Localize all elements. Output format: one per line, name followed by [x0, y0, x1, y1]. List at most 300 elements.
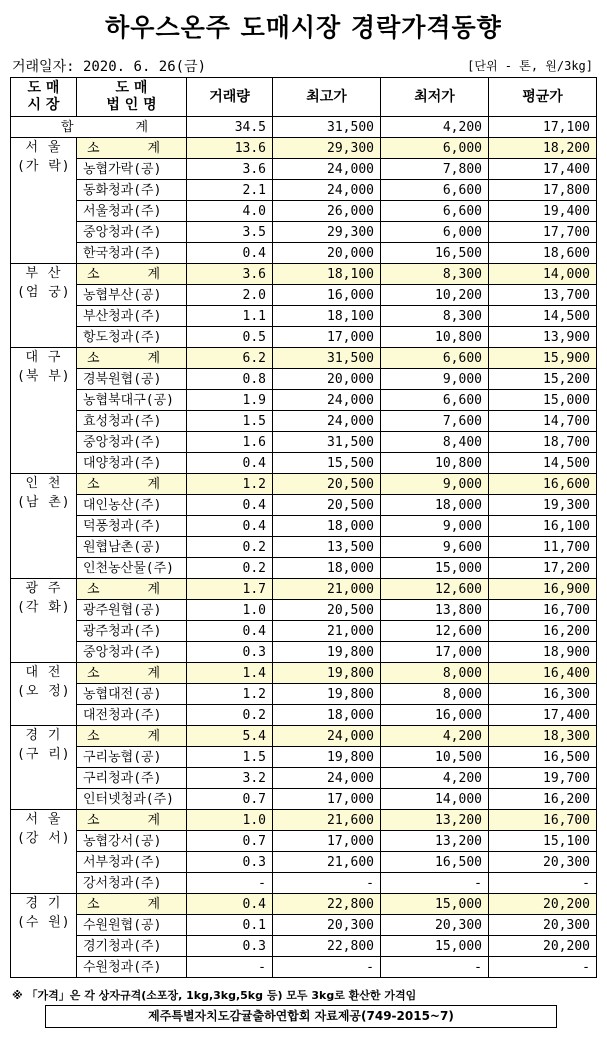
market-name — [11, 474, 77, 579]
corp-max: 19,800 — [273, 747, 381, 768]
table-row — [11, 453, 597, 474]
subtotal-volume: 6.2 — [187, 348, 273, 369]
subtotal-min: 8,000 — [381, 663, 489, 684]
corp-min: 9,600 — [381, 537, 489, 558]
corp-volume: 3.5 — [187, 222, 273, 243]
corp-max: 17,000 — [273, 327, 381, 348]
subtotal-label — [77, 474, 187, 495]
corp-max: 15,500 — [273, 453, 381, 474]
subtotal-label — [77, 138, 187, 159]
corp-avg: 14,500 — [489, 306, 597, 327]
corp-min: 6,000 — [381, 222, 489, 243]
corp-avg: 17,400 — [489, 159, 597, 180]
corp-avg: 17,700 — [489, 222, 597, 243]
corp-name: 부산청과(주) — [77, 306, 187, 327]
corp-max: 31,500 — [273, 432, 381, 453]
subtotal-label-b: 계 — [147, 728, 160, 744]
corp-min: 9,000 — [381, 516, 489, 537]
subtotal-min: 9,000 — [381, 474, 489, 495]
corp-max: 21,000 — [273, 621, 381, 642]
corp-avg: 13,700 — [489, 285, 597, 306]
table-row — [11, 222, 597, 243]
subtotal-label-b: 계 — [147, 476, 160, 492]
corp-min: 6,600 — [381, 390, 489, 411]
corp-avg: 19,300 — [489, 495, 597, 516]
corp-volume: 0.7 — [187, 831, 273, 852]
corp-avg: 18,700 — [489, 432, 597, 453]
subtotal-min: 13,200 — [381, 810, 489, 831]
subtotal-label-a: 소 — [87, 896, 100, 912]
header-market-bottom: 시 장 — [27, 97, 60, 113]
corp-volume: 0.4 — [187, 621, 273, 642]
corp-max: 18,000 — [273, 516, 381, 537]
corp-avg: 15,100 — [489, 831, 597, 852]
corp-volume: 1.5 — [187, 411, 273, 432]
subtotal-label-a: 소 — [87, 728, 100, 744]
table-row — [11, 180, 597, 201]
corp-volume: 0.4 — [187, 243, 273, 264]
corp-min: 10,500 — [381, 747, 489, 768]
corp-min: 4,200 — [381, 768, 489, 789]
subtotal-volume: 1.4 — [187, 663, 273, 684]
corp-avg: - — [489, 873, 597, 894]
table-row — [11, 201, 597, 222]
market-name-line1: 서 울 — [25, 140, 62, 155]
corp-volume: 0.4 — [187, 453, 273, 474]
corp-max: 21,600 — [273, 852, 381, 873]
market-name-line2: (수 원) — [17, 915, 71, 930]
market-name-line1: 경 기 — [25, 728, 62, 743]
table-row — [11, 495, 597, 516]
corp-name: 인천농산물(주) — [77, 558, 187, 579]
corp-max: 17,000 — [273, 789, 381, 810]
total-label-a: 합 — [61, 119, 76, 135]
table-row — [11, 915, 597, 936]
corp-min: 16,500 — [381, 243, 489, 264]
subtotal-avg: 16,700 — [489, 810, 597, 831]
corp-min: 14,000 — [381, 789, 489, 810]
market-name-line2: (구 리) — [17, 747, 71, 762]
corp-name: 중앙청과(주) — [77, 222, 187, 243]
subtotal-label — [77, 348, 187, 369]
subtotal-label-a: 소 — [87, 665, 100, 681]
corp-max: 20,000 — [273, 243, 381, 264]
table-row — [11, 642, 597, 663]
subtotal-label — [77, 264, 187, 285]
corp-max: 18,000 — [273, 558, 381, 579]
corp-max: 19,800 — [273, 642, 381, 663]
subtotal-label-b: 계 — [147, 140, 160, 156]
corp-name: 대전청과(주) — [77, 705, 187, 726]
subtotal-row — [11, 810, 597, 831]
subtotal-avg: 16,400 — [489, 663, 597, 684]
corp-volume: 0.5 — [187, 327, 273, 348]
subtotal-label-a: 소 — [87, 581, 100, 597]
corp-avg: 16,700 — [489, 600, 597, 621]
corp-min: 7,800 — [381, 159, 489, 180]
corp-min: 8,000 — [381, 684, 489, 705]
corp-volume: 0.4 — [187, 516, 273, 537]
corp-name: 덕풍청과(주) — [77, 516, 187, 537]
corp-avg: 17,800 — [489, 180, 597, 201]
subtotal-label-a: 소 — [87, 812, 100, 828]
corp-avg: 15,200 — [489, 369, 597, 390]
corp-name: 강서청과(주) — [77, 873, 187, 894]
corp-min: 8,300 — [381, 306, 489, 327]
market-name — [11, 894, 77, 978]
corp-max: - — [273, 957, 381, 978]
corp-volume: 3.2 — [187, 768, 273, 789]
corp-volume: 1.5 — [187, 747, 273, 768]
subtotal-volume: 3.6 — [187, 264, 273, 285]
corp-avg: 20,200 — [489, 936, 597, 957]
corp-avg: 19,400 — [489, 201, 597, 222]
table-row — [11, 516, 597, 537]
subtotal-avg: 18,300 — [489, 726, 597, 747]
corp-name: 중앙청과(주) — [77, 432, 187, 453]
corp-name: 중앙청과(주) — [77, 642, 187, 663]
corp-avg: 16,200 — [489, 621, 597, 642]
subtotal-label-b: 계 — [147, 812, 160, 828]
corp-avg: 18,900 — [489, 642, 597, 663]
price-table — [10, 77, 597, 978]
subtotal-avg: 14,000 — [489, 264, 597, 285]
market-name-line1: 대 구 — [25, 350, 62, 365]
corp-volume: 3.6 — [187, 159, 273, 180]
corp-min: 8,400 — [381, 432, 489, 453]
subtotal-row — [11, 579, 597, 600]
corp-name: 대인농산(주) — [77, 495, 187, 516]
corp-avg: 20,300 — [489, 915, 597, 936]
corp-volume: 0.2 — [187, 537, 273, 558]
corp-max: 18,000 — [273, 705, 381, 726]
subtotal-max: 22,800 — [273, 894, 381, 915]
total-label — [11, 117, 187, 138]
subtotal-row — [11, 264, 597, 285]
subtotal-max: 31,500 — [273, 348, 381, 369]
corp-volume: 0.1 — [187, 915, 273, 936]
table-row — [11, 558, 597, 579]
header-row — [11, 78, 597, 117]
corp-volume: 2.0 — [187, 285, 273, 306]
corp-max: 26,000 — [273, 201, 381, 222]
corp-avg: 15,000 — [489, 390, 597, 411]
subtotal-volume: 1.7 — [187, 579, 273, 600]
market-name-line2: (강 서) — [17, 831, 71, 846]
corp-max: 24,000 — [273, 159, 381, 180]
corp-avg: 14,700 — [489, 411, 597, 432]
corp-min: 10,800 — [381, 453, 489, 474]
market-name-line2: (가 락) — [17, 159, 71, 174]
table-row — [11, 306, 597, 327]
header-market-top: 도 매 — [27, 80, 60, 96]
corp-name: 효성청과(주) — [77, 411, 187, 432]
price-table-body — [11, 78, 597, 978]
total-volume: 34.5 — [187, 117, 273, 138]
corp-volume: 1.9 — [187, 390, 273, 411]
subtotal-min: 6,600 — [381, 348, 489, 369]
corp-name: 대양청과(주) — [77, 453, 187, 474]
table-row — [11, 537, 597, 558]
subtotal-volume: 1.0 — [187, 810, 273, 831]
table-row — [11, 747, 597, 768]
subtotal-label-b: 계 — [147, 350, 160, 366]
table-row — [11, 390, 597, 411]
table-row — [11, 600, 597, 621]
corp-max: 24,000 — [273, 390, 381, 411]
header-corp-top: 도 매 — [115, 80, 148, 96]
corp-min: 6,600 — [381, 180, 489, 201]
unit-label: [단위 - 톤, 원/3kg] — [467, 59, 593, 73]
subtotal-label-b: 계 — [147, 266, 160, 282]
table-row — [11, 411, 597, 432]
corp-max: 20,500 — [273, 495, 381, 516]
corp-name: 경기청과(주) — [77, 936, 187, 957]
corp-avg: 16,200 — [489, 789, 597, 810]
corp-min: - — [381, 873, 489, 894]
corp-max: 24,000 — [273, 180, 381, 201]
corp-min: 16,000 — [381, 705, 489, 726]
header-market — [11, 78, 77, 117]
corp-volume: 0.3 — [187, 642, 273, 663]
market-name-line1: 서 울 — [25, 812, 62, 827]
market-name-line2: (각 화) — [17, 600, 71, 615]
subtotal-label-a: 소 — [87, 266, 100, 282]
corp-avg: 16,300 — [489, 684, 597, 705]
total-row — [11, 117, 597, 138]
header-max: 최고가 — [273, 78, 381, 117]
market-name — [11, 663, 77, 726]
corp-min: 18,000 — [381, 495, 489, 516]
corp-max: 20,300 — [273, 915, 381, 936]
market-name-line1: 경 기 — [25, 896, 62, 911]
corp-min: 13,200 — [381, 831, 489, 852]
subtotal-min: 8,300 — [381, 264, 489, 285]
corp-max: 29,300 — [273, 222, 381, 243]
corp-volume: 1.1 — [187, 306, 273, 327]
header-corp — [77, 78, 187, 117]
market-name-line2: (남 촌) — [17, 495, 71, 510]
corp-max: 16,000 — [273, 285, 381, 306]
total-max: 31,500 — [273, 117, 381, 138]
subtotal-row — [11, 663, 597, 684]
corp-name: 농협부산(공) — [77, 285, 187, 306]
table-row — [11, 852, 597, 873]
corp-min: 17,000 — [381, 642, 489, 663]
table-row — [11, 369, 597, 390]
table-row — [11, 705, 597, 726]
corp-max: 19,800 — [273, 684, 381, 705]
subtotal-min: 12,600 — [381, 579, 489, 600]
corp-avg: 17,200 — [489, 558, 597, 579]
corp-name: 농협가락(공) — [77, 159, 187, 180]
corp-max: 24,000 — [273, 411, 381, 432]
corp-min: 10,200 — [381, 285, 489, 306]
corp-volume: 1.6 — [187, 432, 273, 453]
subtotal-min: 15,000 — [381, 894, 489, 915]
table-row — [11, 789, 597, 810]
table-row — [11, 768, 597, 789]
corp-name: 인터넷청과(주) — [77, 789, 187, 810]
table-row — [11, 432, 597, 453]
market-name — [11, 264, 77, 348]
subtotal-row — [11, 894, 597, 915]
subtotal-max: 21,000 — [273, 579, 381, 600]
corp-name: 농협북대구(공) — [77, 390, 187, 411]
market-name — [11, 138, 77, 264]
market-name-line2: (북 부) — [17, 369, 71, 384]
header-avg: 평균가 — [489, 78, 597, 117]
corp-avg: 19,700 — [489, 768, 597, 789]
corp-min: 20,300 — [381, 915, 489, 936]
corp-max: 17,000 — [273, 831, 381, 852]
corp-name: 경북원협(공) — [77, 369, 187, 390]
subtotal-volume: 0.4 — [187, 894, 273, 915]
subtotal-max: 19,800 — [273, 663, 381, 684]
market-name — [11, 579, 77, 663]
corp-min: 15,000 — [381, 936, 489, 957]
subtotal-label — [77, 579, 187, 600]
corp-name: 농협강서(공) — [77, 831, 187, 852]
market-name-line2: (오 정) — [17, 684, 71, 699]
table-row — [11, 684, 597, 705]
subtotal-label — [77, 726, 187, 747]
market-name-line2: (엄 궁) — [17, 285, 71, 300]
corp-volume: 0.4 — [187, 495, 273, 516]
table-row — [11, 957, 597, 978]
corp-max: 20,000 — [273, 369, 381, 390]
subtotal-avg: 16,600 — [489, 474, 597, 495]
header-min: 최저가 — [381, 78, 489, 117]
table-row — [11, 243, 597, 264]
corp-min: 9,000 — [381, 369, 489, 390]
header-corp-bottom: 법 인 명 — [106, 97, 157, 113]
header-volume: 거래량 — [187, 78, 273, 117]
corp-volume: 0.3 — [187, 852, 273, 873]
subtotal-label — [77, 663, 187, 684]
subtotal-avg: 16,900 — [489, 579, 597, 600]
subtotal-max: 29,300 — [273, 138, 381, 159]
subtotal-volume: 5.4 — [187, 726, 273, 747]
subtotal-volume: 1.2 — [187, 474, 273, 495]
subtotal-label-a: 소 — [87, 350, 100, 366]
market-name — [11, 348, 77, 474]
corp-avg: - — [489, 957, 597, 978]
corp-avg: 17,400 — [489, 705, 597, 726]
corp-volume: 0.2 — [187, 558, 273, 579]
corp-avg: 14,500 — [489, 453, 597, 474]
data-source-footer: 제주특별자치도감귤출하연합회 자료제공(749-2015~7) — [45, 1005, 557, 1028]
page-title: 하우스온주 도매시장 경락가격동향 — [105, 13, 502, 42]
subtotal-label — [77, 810, 187, 831]
total-label-b: 계 — [135, 119, 150, 135]
subtotal-min: 4,200 — [381, 726, 489, 747]
table-row — [11, 285, 597, 306]
corp-name: 수원원협(공) — [77, 915, 187, 936]
corp-name: 서울청과(주) — [77, 201, 187, 222]
subtotal-row — [11, 138, 597, 159]
corp-min: 12,600 — [381, 621, 489, 642]
market-name — [11, 810, 77, 894]
corp-volume: 0.7 — [187, 789, 273, 810]
market-name-line1: 부 산 — [25, 266, 62, 281]
corp-max: 20,500 — [273, 600, 381, 621]
table-row — [11, 873, 597, 894]
corp-name: 동화청과(주) — [77, 180, 187, 201]
subtotal-label — [77, 894, 187, 915]
corp-avg: 11,700 — [489, 537, 597, 558]
corp-name: 한국청과(주) — [77, 243, 187, 264]
corp-name: 구리농협(공) — [77, 747, 187, 768]
market-name-line1: 광 주 — [25, 581, 62, 596]
corp-volume: - — [187, 957, 273, 978]
corp-max: - — [273, 873, 381, 894]
corp-volume: 0.8 — [187, 369, 273, 390]
corp-name: 수원청과(주) — [77, 957, 187, 978]
corp-name: 항도청과(주) — [77, 327, 187, 348]
corp-avg: 16,100 — [489, 516, 597, 537]
corp-min: 15,000 — [381, 558, 489, 579]
corp-volume: 0.2 — [187, 705, 273, 726]
corp-avg: 16,500 — [489, 747, 597, 768]
subtotal-max: 21,600 — [273, 810, 381, 831]
subtotal-max: 24,000 — [273, 726, 381, 747]
table-row — [11, 621, 597, 642]
subtotal-label-b: 계 — [147, 581, 160, 597]
subtotal-label-a: 소 — [87, 476, 100, 492]
corp-volume: 1.0 — [187, 600, 273, 621]
corp-volume: 4.0 — [187, 201, 273, 222]
subtotal-row — [11, 348, 597, 369]
total-min: 4,200 — [381, 117, 489, 138]
subtotal-avg: 20,200 — [489, 894, 597, 915]
corp-min: 7,600 — [381, 411, 489, 432]
corp-min: 13,800 — [381, 600, 489, 621]
corp-min: 6,600 — [381, 201, 489, 222]
table-row — [11, 159, 597, 180]
corp-avg: 18,600 — [489, 243, 597, 264]
corp-name: 농협대전(공) — [77, 684, 187, 705]
subtotal-volume: 13.6 — [187, 138, 273, 159]
subtotal-row — [11, 474, 597, 495]
subtotal-label-b: 계 — [147, 665, 160, 681]
table-row — [11, 936, 597, 957]
corp-avg: 20,300 — [489, 852, 597, 873]
subtotal-avg: 15,900 — [489, 348, 597, 369]
corp-volume: 1.2 — [187, 684, 273, 705]
conversion-note: ※ 「가격」은 각 상자규격(소포장, 1kg,3kg,5kg 등) 모두 3kg로 환산한 가격임 — [12, 989, 417, 1002]
subtotal-label-a: 소 — [87, 140, 100, 156]
subtotal-max: 20,500 — [273, 474, 381, 495]
subtotal-label-b: 계 — [147, 896, 160, 912]
corp-min: - — [381, 957, 489, 978]
total-avg: 17,100 — [489, 117, 597, 138]
corp-max: 13,500 — [273, 537, 381, 558]
subtotal-avg: 18,200 — [489, 138, 597, 159]
corp-name: 서부청과(주) — [77, 852, 187, 873]
corp-volume: - — [187, 873, 273, 894]
table-row — [11, 327, 597, 348]
table-row — [11, 831, 597, 852]
corp-min: 10,800 — [381, 327, 489, 348]
corp-name: 광주원협(공) — [77, 600, 187, 621]
subtotal-min: 6,000 — [381, 138, 489, 159]
corp-name: 원협남촌(공) — [77, 537, 187, 558]
market-name-line1: 인 천 — [25, 476, 62, 491]
corp-max: 24,000 — [273, 768, 381, 789]
market-name-line1: 대 전 — [25, 665, 62, 680]
corp-max: 22,800 — [273, 936, 381, 957]
